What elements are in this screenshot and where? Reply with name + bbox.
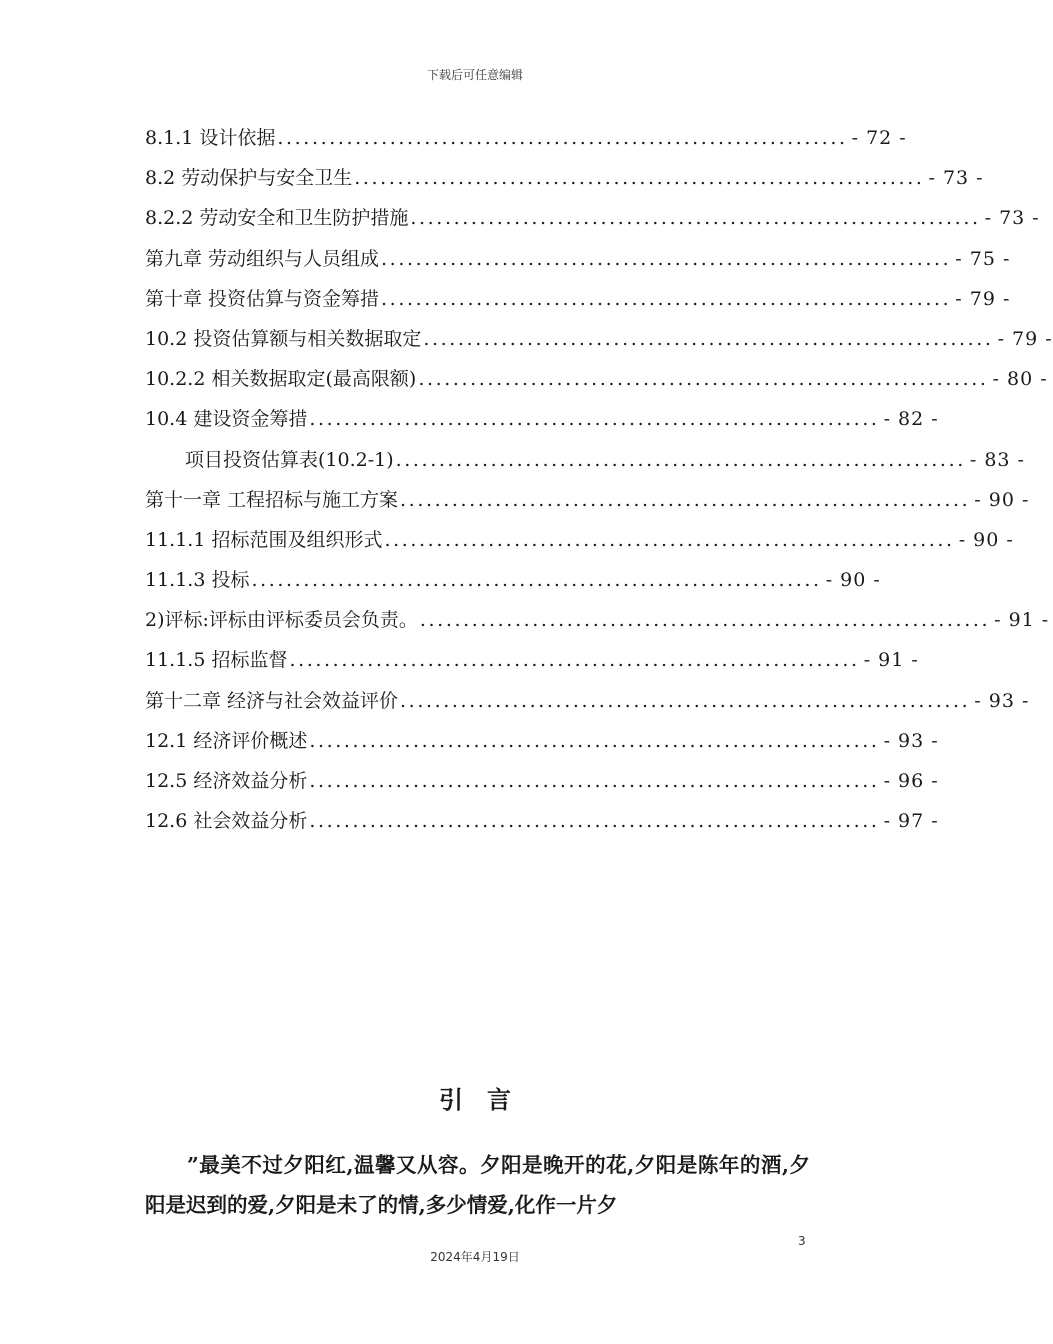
toc-entry[interactable] — [145, 761, 939, 801]
toc-entry[interactable] — [145, 118, 907, 158]
toc-dot-leader: .................................................................. — [277, 127, 848, 149]
toc-dot-leader: .................................................................. — [381, 247, 952, 270]
toc-entry-page: - 82 - — [883, 408, 939, 431]
toc-entry-title: 10.2 投资估算额与相关数据取定 — [145, 327, 422, 350]
toc-entry-title: 第十二章 经济与社会效益评价 — [145, 689, 399, 712]
toc-entry[interactable] — [145, 399, 939, 439]
toc-dot-leader: .................................................................. — [309, 408, 880, 431]
toc-entry-page: - 90 - — [825, 569, 881, 592]
toc-entry-page: - 90 - — [958, 528, 1014, 551]
toc-entry-title: 第十章 投资估算与资金筹措 — [145, 287, 380, 310]
toc-entry-title: 项目投资估算表(10.2-1) — [185, 448, 394, 471]
section-heading: 引言 — [439, 1085, 535, 1114]
page-header: 下载后可任意编辑 — [426, 68, 523, 82]
toc-entry-page: - 91 - — [994, 609, 1050, 632]
toc-dot-leader: .................................................................. — [309, 810, 880, 833]
toc-entry-title: 2)评标:评标由评标委员会负责。 — [145, 609, 418, 632]
toc-entry-title: 11.1.5 招标监督 — [145, 649, 288, 672]
toc-dot-leader: .................................................................. — [418, 368, 989, 391]
table-of-contents — [145, 118, 1053, 841]
toc-dot-leader: .................................................................. — [423, 327, 994, 350]
toc-entry[interactable] — [145, 721, 939, 761]
toc-dot-leader: .................................................................. — [309, 729, 880, 752]
toc-entry-title: 8.2.2 劳动安全和卫生防护措施 — [145, 207, 409, 230]
toc-dot-leader: .................................................................. — [400, 689, 971, 712]
toc-entry[interactable] — [145, 520, 1014, 560]
toc-entry[interactable] — [145, 279, 1011, 319]
toc-entry-title: 10.4 建设资金筹措 — [145, 408, 308, 431]
toc-entry[interactable] — [145, 319, 1053, 359]
toc-entry-page: - 73 - — [928, 167, 984, 190]
toc-entry-title: 12.1 经济评价概述 — [145, 729, 308, 752]
toc-entry-title: 12.5 经济效益分析 — [145, 770, 308, 792]
toc-dot-leader: .................................................................. — [289, 649, 860, 672]
toc-entry[interactable] — [145, 480, 1030, 520]
toc-entry-title: 11.1.3 投标 — [145, 569, 250, 592]
toc-dot-leader: .................................................................. — [381, 287, 952, 310]
intro-paragraph: ”最美不过夕阳红,温馨又从容。夕阳是晚开的花,夕阳是陈年的酒,夕阳是迟到的爱,夕阳是未了的情,多少情爱,化作一片夕 — [145, 1153, 810, 1217]
toc-entry[interactable] — [145, 239, 1011, 279]
toc-entry-page: - 73 - — [984, 207, 1040, 230]
toc-entry-title: 10.2.2 相关数据取定(最高限额) — [145, 368, 417, 391]
toc-entry-page: - 75 - — [955, 247, 1011, 270]
toc-entry-page: - 97 - — [883, 810, 939, 833]
toc-entry[interactable] — [145, 640, 919, 680]
toc-entry-page: - 79 - — [997, 327, 1053, 350]
toc-entry[interactable] — [145, 681, 1030, 721]
toc-entry-title: 第十一章 工程招标与施工方案 — [145, 488, 399, 511]
toc-entry-page: - 83 - — [969, 448, 1025, 471]
toc-dot-leader: .................................................................. — [395, 448, 966, 471]
toc-dot-leader: .................................................................. — [384, 528, 955, 551]
toc-entry[interactable] — [145, 158, 984, 198]
toc-entry-title: 11.1.1 招标范围及组织形式 — [145, 528, 383, 551]
page-number: 3 — [798, 1234, 806, 1248]
toc-dot-leader: .................................................................. — [251, 569, 822, 592]
toc-entry-page: - 91 - — [863, 649, 919, 672]
toc-entry-page: - 90 - — [974, 488, 1030, 511]
toc-entry[interactable] — [145, 359, 1048, 399]
toc-entry[interactable] — [145, 198, 1040, 238]
toc-dot-leader: .................................................................. — [400, 488, 971, 511]
toc-entry-title: 第九章 劳动组织与人员组成 — [145, 247, 380, 270]
toc-entry-title: 12.6 社会效益分析 — [145, 810, 308, 833]
toc-entry[interactable] — [145, 801, 939, 841]
toc-entry-title: 8.2 劳动保护与安全卫生 — [145, 167, 353, 190]
toc-dot-leader: .................................................................. — [354, 167, 925, 190]
toc-entry-page: - 96 - — [883, 770, 939, 792]
toc-entry[interactable] — [145, 560, 881, 600]
page-footer-date: 2024年4月19日 — [430, 1250, 520, 1264]
toc-dot-leader: .................................................................. — [410, 207, 981, 230]
toc-entry-page: - 79 - — [955, 287, 1011, 310]
toc-dot-leader: .................................................................. — [419, 609, 991, 632]
toc-entry-title: 8.1.1 设计依据 — [145, 127, 276, 149]
toc-entry-page: - 80 - — [992, 368, 1048, 391]
toc-entry-page: - 93 - — [974, 689, 1030, 712]
toc-entry-page: - 93 - — [883, 729, 939, 752]
toc-entry[interactable] — [145, 600, 1050, 640]
toc-entry-page: - 72 - — [851, 127, 907, 149]
toc-entry[interactable] — [145, 440, 1025, 480]
toc-dot-leader: .................................................................. — [309, 770, 880, 792]
